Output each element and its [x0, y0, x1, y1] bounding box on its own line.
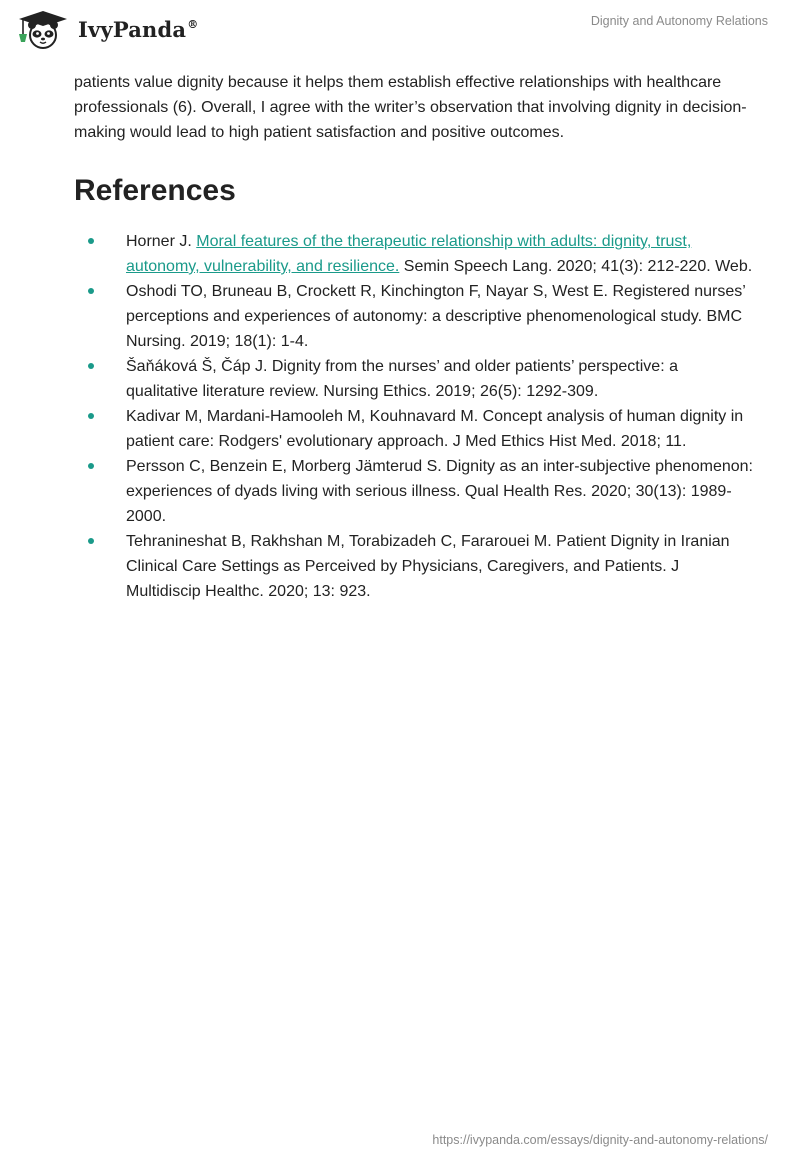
panda-graduate-icon — [14, 8, 72, 50]
source-url: https://ivypanda.com/essays/dignity-and-autonomy-relations/ — [432, 1133, 768, 1147]
bullet-icon — [88, 363, 94, 369]
logo-wordmark: IvyPanda® — [78, 16, 199, 42]
reference-item — [74, 529, 754, 604]
reference-text: Kadivar M, Mardani-Hamooleh M, Kouhnavard M. Concept analysis of human dignity in patient care: Rodgers' evolutionary approach. J Med Ethics Hist Med. 2018; 11. — [126, 408, 744, 450]
site-logo[interactable] — [14, 8, 198, 50]
intro-paragraph: patients value dignity because it helps them establish effective relationships with healthcare professionals (6). Overall, I agree with the writer’s observation that involving dignity in decision-making would lead to high patient satisfaction and positive outcomes. — [74, 74, 747, 141]
reference-item — [74, 229, 754, 279]
page-header — [0, 0, 800, 62]
reference-text: Šaňáková Š, Čáp J. Dignity from the nurses’ and older patients’ perspective: a qualitative literature review. Nursing Ethics. 2019; 26(5): 1292-309. — [126, 358, 678, 400]
article-content — [74, 70, 754, 604]
references-heading: References — [74, 174, 236, 207]
document-title: Dignity and Autonomy Relations — [590, 14, 768, 28]
reference-item — [74, 354, 754, 404]
bullet-icon — [88, 538, 94, 544]
reference-text-after: Semin Speech Lang. 2020; 41(3): 212-220. Web. — [399, 258, 753, 275]
registered-mark: ® — [187, 17, 199, 31]
reference-link[interactable]: Moral features of the therapeutic relationship with adults: dignity, trust, autonomy, vulnerability, and resilience. — [126, 233, 692, 275]
reference-item — [74, 454, 754, 529]
references-list — [74, 229, 754, 604]
reference-text: Tehranineshat B, Rakhshan M, Torabizadeh C, Fararouei M. Patient Dignity in Iranian Clinical Care Settings as Perceived by Physicians, Caregivers, and Patients. J Multidiscip Healthc. 2020; 13: 923. — [126, 533, 730, 600]
bullet-icon — [88, 463, 94, 469]
bullet-icon — [88, 238, 94, 244]
bullet-icon — [88, 413, 94, 419]
reference-text: Horner J. — [126, 233, 197, 250]
reference-text: Persson C, Benzein E, Morberg Jämterud S. Dignity as an inter-subjective phenomenon: experiences of dyads living with serious illness. Qual Health Res. 2020; 30(13): 1989-2000. — [126, 458, 753, 525]
reference-item — [74, 404, 754, 454]
reference-item — [74, 279, 754, 354]
bullet-icon — [88, 288, 94, 294]
reference-text: Oshodi TO, Bruneau B, Crockett R, Kinchington F, Nayar S, West E. Registered nurses’ perceptions and experiences of autonomy: a descriptive phenomenological study. BMC Nursing. 2019; 18(1): 1-4. — [126, 283, 746, 350]
